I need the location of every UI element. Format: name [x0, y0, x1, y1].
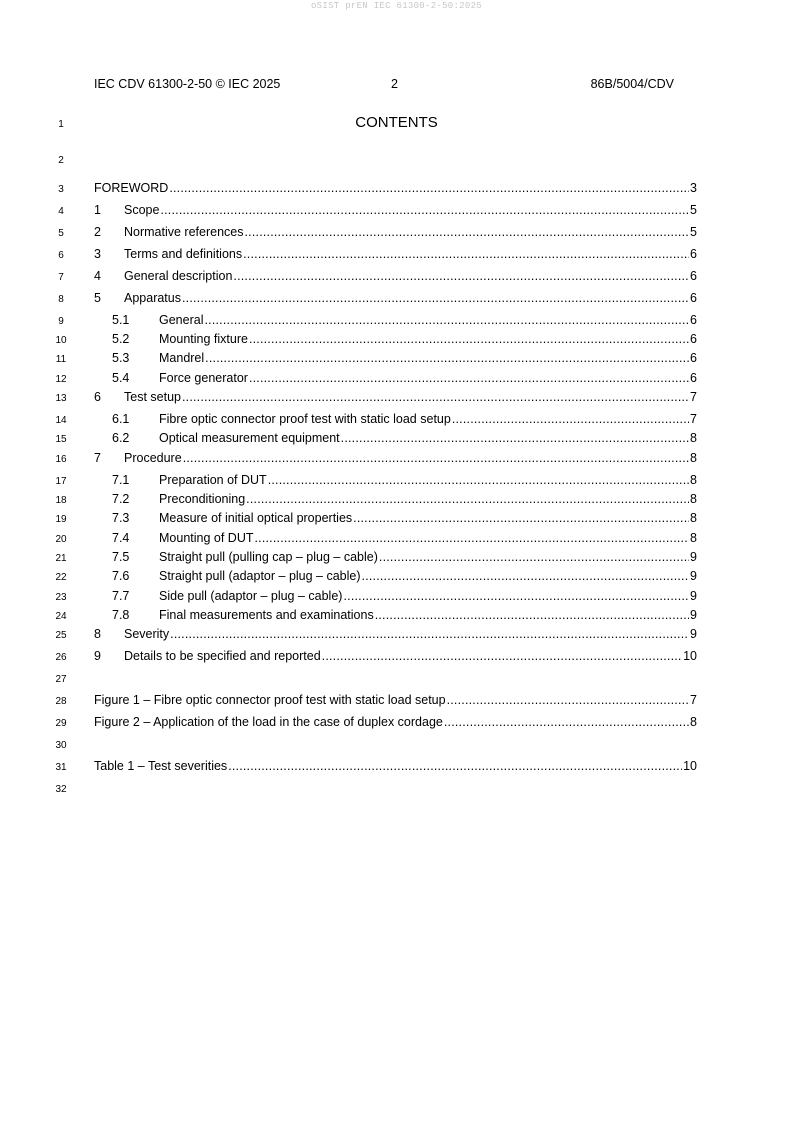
- toc-entry-page: 8: [690, 451, 697, 465]
- toc-entry-title: Normative references: [124, 225, 244, 239]
- toc-entry-preparation-of-dut[interactable]: [94, 473, 697, 489]
- document-watermark: oSIST prEN IEC 61300-2-50:2025: [310, 1, 483, 11]
- toc-entry-number: 5: [94, 291, 101, 305]
- toc-entry-number: 9: [94, 649, 101, 663]
- toc-leader-dots: [268, 473, 689, 487]
- toc-entry-title: General: [159, 313, 204, 327]
- toc-entry-number: 7: [94, 451, 101, 465]
- toc-entry-foreword[interactable]: [94, 181, 697, 197]
- toc-entry-mounting-of-dut[interactable]: [94, 531, 697, 547]
- line-number: 9: [58, 316, 64, 327]
- toc-entry-title: General description: [124, 269, 233, 283]
- line-number: 4: [58, 206, 64, 217]
- toc-entry-details-to-be-specified[interactable]: [94, 649, 697, 665]
- toc-entry-title: Scope: [124, 203, 160, 217]
- toc-entry-page: 6: [690, 247, 697, 261]
- line-number: 10: [55, 335, 67, 346]
- toc-leader-dots: [182, 291, 689, 305]
- toc-entry-number: 7.8: [112, 608, 130, 622]
- line-number: 8: [58, 294, 64, 305]
- toc-entry-number: 4: [94, 269, 101, 283]
- toc-entry-number: 7.3: [112, 511, 130, 525]
- toc-entry-page: 10: [683, 759, 697, 773]
- toc-entry-page: 8: [690, 715, 697, 729]
- toc-entry-title: Straight pull (adaptor – plug – cable): [159, 569, 361, 583]
- toc-leader-dots: [362, 569, 690, 583]
- line-number: 1: [58, 119, 64, 130]
- toc-entry-title: FOREWORD: [94, 181, 169, 195]
- toc-entry-general-description[interactable]: [94, 269, 697, 285]
- toc-figure-1[interactable]: [94, 693, 697, 709]
- toc-entry-page: 6: [690, 291, 697, 305]
- toc-entry-number: 1: [94, 203, 101, 217]
- header-page-number: 2: [391, 77, 398, 91]
- toc-entry-page: 7: [690, 390, 697, 404]
- toc-entry-number: 7.7: [112, 589, 130, 603]
- toc-entry-severity[interactable]: [94, 627, 697, 643]
- toc-leader-dots: [249, 371, 689, 385]
- line-number: 26: [55, 652, 67, 663]
- toc-leader-dots: [233, 269, 689, 283]
- toc-entry-title: Test setup: [124, 390, 181, 404]
- toc-entry-title: Final measurements and examinations: [159, 608, 374, 622]
- line-number: 3: [58, 184, 64, 195]
- line-number: 22: [55, 572, 67, 583]
- toc-leader-dots: [322, 649, 682, 663]
- line-number: 23: [55, 592, 67, 603]
- toc-leader-dots: [182, 390, 689, 404]
- toc-leader-dots: [343, 589, 689, 603]
- toc-entry-test-setup[interactable]: [94, 390, 697, 406]
- toc-entry-apparatus[interactable]: [94, 291, 697, 307]
- line-number: 19: [55, 514, 67, 525]
- toc-entry-number: 8: [94, 627, 101, 641]
- toc-entry-number: 3: [94, 247, 101, 261]
- toc-entry-page: 7: [690, 693, 697, 707]
- toc-entry-title: Figure 2 – Application of the load in the case of duplex cordage: [94, 715, 443, 729]
- toc-entry-procedure[interactable]: [94, 451, 697, 467]
- line-number: 31: [55, 762, 67, 773]
- toc-entry-page: 6: [690, 371, 697, 385]
- line-number: 30: [55, 740, 67, 751]
- line-number: 14: [55, 415, 67, 426]
- line-number: 28: [55, 696, 67, 707]
- toc-entry-side-pull[interactable]: [94, 589, 697, 605]
- toc-entry-page: 8: [690, 511, 697, 525]
- line-number: 13: [55, 393, 67, 404]
- line-number: 12: [55, 374, 67, 385]
- toc-figure-2[interactable]: [94, 715, 697, 731]
- line-number: 5: [58, 228, 64, 239]
- line-number: 29: [55, 718, 67, 729]
- toc-entry-number: 2: [94, 225, 101, 239]
- toc-entry-straight-pull-cap[interactable]: [94, 550, 697, 566]
- toc-entry-page: 10: [683, 649, 697, 663]
- toc-entry-title: Details to be specified and reported: [124, 649, 321, 663]
- toc-entry-number: 7.4: [112, 531, 130, 545]
- toc-entry-general[interactable]: [94, 313, 697, 329]
- toc-entry-title: Figure 1 – Fibre optic connector proof test with static load setup: [94, 693, 446, 707]
- toc-entry-page: 9: [690, 589, 697, 603]
- toc-entry-title: Preconditioning: [159, 492, 246, 506]
- toc-entry-page: 8: [690, 531, 697, 545]
- toc-entry-number: 7.2: [112, 492, 130, 506]
- toc-entry-final-measurements[interactable]: [94, 608, 697, 624]
- toc-entry-terms-and-definitions[interactable]: [94, 247, 697, 263]
- toc-entry-force-generator[interactable]: [94, 371, 697, 387]
- toc-entry-title: Mounting of DUT: [159, 531, 254, 545]
- line-number: 24: [55, 611, 67, 622]
- toc-entry-title: Side pull (adaptor – plug – cable): [159, 589, 343, 603]
- toc-entry-title: Apparatus: [124, 291, 181, 305]
- toc-leader-dots: [228, 759, 682, 773]
- line-number: 27: [55, 674, 67, 685]
- line-number: 25: [55, 630, 67, 641]
- toc-entry-number: 5.2: [112, 332, 130, 346]
- toc-entry-preconditioning[interactable]: [94, 492, 697, 508]
- toc-entry-title: Preparation of DUT: [159, 473, 267, 487]
- line-number: 6: [58, 250, 64, 261]
- toc-entry-title: Optical measurement equipment: [159, 431, 340, 445]
- toc-leader-dots: [353, 511, 689, 525]
- toc-entry-number: 5.4: [112, 371, 130, 385]
- toc-entry-page: 8: [690, 431, 697, 445]
- line-number: 15: [55, 434, 67, 445]
- toc-leader-dots: [246, 492, 689, 506]
- toc-leader-dots: [245, 225, 690, 239]
- toc-entry-normative-references[interactable]: [94, 225, 697, 241]
- toc-entry-number: 7.6: [112, 569, 130, 583]
- toc-entry-title: Procedure: [124, 451, 182, 465]
- toc-leader-dots: [243, 247, 689, 261]
- toc-entry-number: 6.1: [112, 412, 130, 426]
- toc-leader-dots: [452, 412, 689, 426]
- toc-entry-title: Terms and definitions: [124, 247, 243, 261]
- toc-entry-title: Mounting fixture: [159, 332, 248, 346]
- toc-leader-dots: [160, 203, 689, 217]
- line-number: 18: [55, 495, 67, 506]
- toc-leader-dots: [254, 531, 689, 545]
- toc-entry-title: Fibre optic connector proof test with static load setup: [159, 412, 451, 426]
- toc-leader-dots: [447, 693, 689, 707]
- toc-leader-dots: [183, 451, 689, 465]
- toc-leader-dots: [249, 332, 689, 346]
- toc-entry-number: 7.1: [112, 473, 130, 487]
- toc-entry-title: Force generator: [159, 371, 248, 385]
- toc-entry-mandrel[interactable]: [94, 351, 697, 367]
- toc-entry-title: Measure of initial optical properties: [159, 511, 353, 525]
- toc-table-1[interactable]: [94, 759, 697, 775]
- toc-entry-page: 3: [690, 181, 697, 195]
- toc-leader-dots: [204, 313, 689, 327]
- toc-entry-page: 8: [690, 492, 697, 506]
- toc-leader-dots: [205, 351, 689, 365]
- toc-entry-page: 9: [690, 627, 697, 641]
- toc-entry-number: 6: [94, 390, 101, 404]
- toc-leader-dots: [444, 715, 689, 729]
- line-number: 2: [58, 155, 64, 166]
- header-document-id: IEC CDV 61300-2-50 © IEC 2025: [94, 77, 281, 91]
- toc-leader-dots: [169, 181, 689, 195]
- toc-entry-number: 5.3: [112, 351, 130, 365]
- toc-entry-page: 9: [690, 608, 697, 622]
- header-reference: 86B/5004/CDV: [590, 77, 674, 91]
- toc-entry-number: 5.1: [112, 313, 130, 327]
- toc-entry-page: 9: [690, 569, 697, 583]
- toc-entry-scope[interactable]: [94, 203, 697, 219]
- toc-leader-dots: [341, 431, 689, 445]
- toc-entry-title: Severity: [124, 627, 170, 641]
- toc-leader-dots: [375, 608, 689, 622]
- toc-entry-proof-test-setup[interactable]: [94, 412, 697, 428]
- toc-entry-number: 6.2: [112, 431, 130, 445]
- toc-entry-page: 6: [690, 313, 697, 327]
- toc-leader-dots: [170, 627, 689, 641]
- toc-entry-title: Straight pull (pulling cap – plug – cable): [159, 550, 378, 564]
- toc-entry-optical-measurement-equipment[interactable]: [94, 431, 697, 447]
- line-number: 17: [55, 476, 67, 487]
- toc-entry-mounting-fixture[interactable]: [94, 332, 697, 348]
- toc-entry-straight-pull-adaptor[interactable]: [94, 569, 697, 585]
- line-number: 21: [55, 553, 67, 564]
- contents-title: CONTENTS: [355, 114, 438, 131]
- toc-entry-title: Table 1 – Test severities: [94, 759, 228, 773]
- toc-entry-page: 6: [690, 351, 697, 365]
- toc-entry-page: 9: [690, 550, 697, 564]
- toc-entry-page: 5: [690, 225, 697, 239]
- toc-entry-page: 5: [690, 203, 697, 217]
- toc-entry-page: 8: [690, 473, 697, 487]
- toc-leader-dots: [379, 550, 689, 564]
- line-number: 16: [55, 454, 67, 465]
- toc-entry-number: 7.5: [112, 550, 130, 564]
- toc-entry-initial-optical-properties[interactable]: [94, 511, 697, 527]
- toc-entry-page: 6: [690, 332, 697, 346]
- toc-entry-title: Mandrel: [159, 351, 205, 365]
- line-number: 32: [55, 784, 67, 795]
- toc-entry-page: 7: [690, 412, 697, 426]
- toc-entry-page: 6: [690, 269, 697, 283]
- line-number: 7: [58, 272, 64, 283]
- line-number: 11: [55, 354, 67, 365]
- line-number: 20: [55, 534, 67, 545]
